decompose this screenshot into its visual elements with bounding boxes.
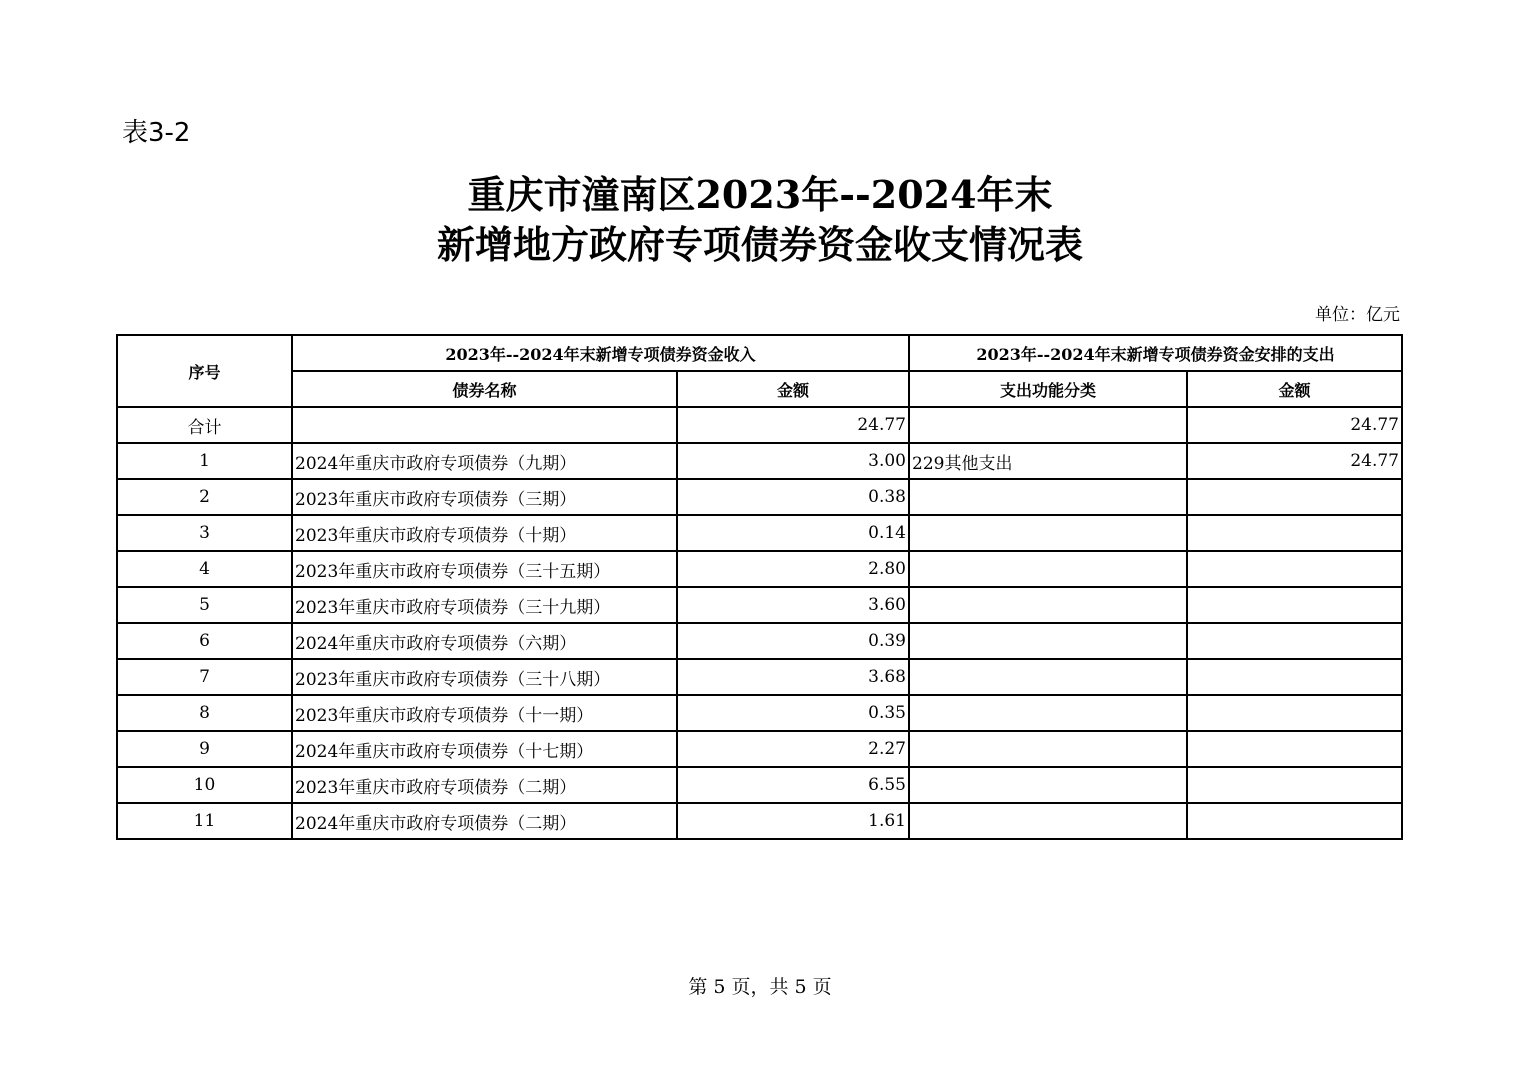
total-expense-amount: 24.77 xyxy=(1187,407,1402,443)
row-bond-name: 2023年重庆市政府专项债券（十一期） xyxy=(292,695,677,731)
row-expense-amount xyxy=(1187,767,1402,803)
header-seq: 序号 xyxy=(117,335,292,407)
row-seq: 3 xyxy=(117,515,292,551)
total-row xyxy=(117,407,1402,443)
table-row xyxy=(117,659,1402,695)
row-function-class xyxy=(909,731,1187,767)
row-income-amount: 3.00 xyxy=(677,443,909,479)
bond-funds-table xyxy=(116,334,1403,840)
row-bond-name: 2023年重庆市政府专项债券（二期） xyxy=(292,767,677,803)
row-expense-amount xyxy=(1187,623,1402,659)
row-seq: 6 xyxy=(117,623,292,659)
row-income-amount: 2.80 xyxy=(677,551,909,587)
unit-label: 单位：亿元 xyxy=(1315,305,1400,325)
row-seq: 10 xyxy=(117,767,292,803)
row-expense-amount xyxy=(1187,803,1402,839)
row-function-class xyxy=(909,587,1187,623)
row-seq: 1 xyxy=(117,443,292,479)
row-seq: 9 xyxy=(117,731,292,767)
row-income-amount: 3.68 xyxy=(677,659,909,695)
row-expense-amount xyxy=(1187,659,1402,695)
header-income-group: 2023年--2024年末新增专项债券资金收入 xyxy=(292,335,909,371)
row-expense-amount xyxy=(1187,731,1402,767)
row-income-amount: 0.38 xyxy=(677,479,909,515)
row-seq: 2 xyxy=(117,479,292,515)
row-expense-amount: 24.77 xyxy=(1187,443,1402,479)
row-bond-name: 2023年重庆市政府专项债券（三期） xyxy=(292,479,677,515)
row-expense-amount xyxy=(1187,515,1402,551)
row-function-class xyxy=(909,659,1187,695)
header-bond-name: 债券名称 xyxy=(292,371,677,407)
row-income-amount: 0.35 xyxy=(677,695,909,731)
total-income-amount: 24.77 xyxy=(677,407,909,443)
row-expense-amount xyxy=(1187,695,1402,731)
row-bond-name: 2024年重庆市政府专项债券（六期） xyxy=(292,623,677,659)
row-expense-amount xyxy=(1187,479,1402,515)
header-expense-group: 2023年--2024年末新增专项债券资金安排的支出 xyxy=(909,335,1402,371)
row-function-class xyxy=(909,479,1187,515)
table-row xyxy=(117,443,1402,479)
row-bond-name: 2023年重庆市政府专项债券（十期） xyxy=(292,515,677,551)
row-function-class xyxy=(909,803,1187,839)
header-income-amount: 金额 xyxy=(677,371,909,407)
table-row xyxy=(117,551,1402,587)
table-row xyxy=(117,479,1402,515)
row-expense-amount xyxy=(1187,587,1402,623)
row-seq: 11 xyxy=(117,803,292,839)
row-function-class xyxy=(909,515,1187,551)
header-function-class: 支出功能分类 xyxy=(909,371,1187,407)
row-function-class xyxy=(909,623,1187,659)
row-function-class xyxy=(909,767,1187,803)
table-row xyxy=(117,695,1402,731)
table-row xyxy=(117,587,1402,623)
header-row-group xyxy=(117,335,1402,371)
table-row xyxy=(117,515,1402,551)
table-row xyxy=(117,731,1402,767)
row-function-class xyxy=(909,695,1187,731)
row-income-amount: 0.39 xyxy=(677,623,909,659)
table-row xyxy=(117,767,1402,803)
row-bond-name: 2023年重庆市政府专项债券（三十五期） xyxy=(292,551,677,587)
row-expense-amount xyxy=(1187,551,1402,587)
row-bond-name: 2023年重庆市政府专项债券（三十九期） xyxy=(292,587,677,623)
row-income-amount: 0.14 xyxy=(677,515,909,551)
row-income-amount: 6.55 xyxy=(677,767,909,803)
table-row xyxy=(117,623,1402,659)
row-income-amount: 3.60 xyxy=(677,587,909,623)
header-expense-amount: 金额 xyxy=(1187,371,1402,407)
table-label: 表3-2 xyxy=(122,118,191,148)
row-bond-name: 2024年重庆市政府专项债券（九期） xyxy=(292,443,677,479)
page-title-line2: 新增地方政府专项债券资金收支情况表 xyxy=(436,222,1083,267)
row-income-amount: 1.61 xyxy=(677,803,909,839)
row-function-class: 229其他支出 xyxy=(909,443,1187,479)
row-seq: 7 xyxy=(117,659,292,695)
row-seq: 4 xyxy=(117,551,292,587)
total-seq: 合计 xyxy=(117,407,292,443)
row-seq: 5 xyxy=(117,587,292,623)
page-title-line1: 重庆市潼南区2023年--2024年末 xyxy=(467,172,1053,217)
row-bond-name: 2023年重庆市政府专项债券（三十八期） xyxy=(292,659,677,695)
table-row xyxy=(117,803,1402,839)
total-bond-name xyxy=(292,407,677,443)
page-footer: 第 5 页，共 5 页 xyxy=(688,976,832,998)
row-seq: 8 xyxy=(117,695,292,731)
row-bond-name: 2024年重庆市政府专项债券（十七期） xyxy=(292,731,677,767)
row-function-class xyxy=(909,551,1187,587)
total-function-class xyxy=(909,407,1187,443)
row-income-amount: 2.27 xyxy=(677,731,909,767)
row-bond-name: 2024年重庆市政府专项债券（二期） xyxy=(292,803,677,839)
header-row-columns xyxy=(117,371,1402,407)
